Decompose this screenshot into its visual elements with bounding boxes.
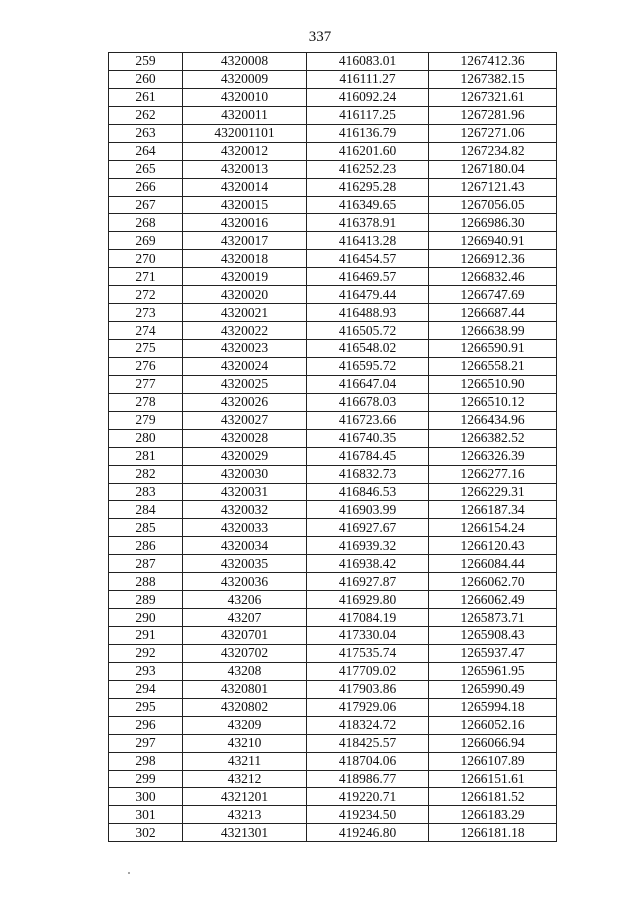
y-coordinate-cell: 1266066.94 <box>429 734 557 752</box>
row-index-cell: 291 <box>109 627 183 645</box>
row-index-cell: 279 <box>109 411 183 429</box>
point-id-cell: 4320010 <box>183 88 307 106</box>
x-coordinate-cell: 416083.01 <box>307 53 429 71</box>
y-coordinate-cell: 1266229.31 <box>429 483 557 501</box>
y-coordinate-cell: 1265937.47 <box>429 644 557 662</box>
x-coordinate-cell: 416903.99 <box>307 501 429 519</box>
row-index-cell: 263 <box>109 124 183 142</box>
point-id-cell: 43211 <box>183 752 307 770</box>
row-index-cell: 261 <box>109 88 183 106</box>
row-index-cell: 262 <box>109 106 183 124</box>
row-index-cell: 283 <box>109 483 183 501</box>
y-coordinate-cell: 1266062.70 <box>429 573 557 591</box>
y-coordinate-cell: 1266183.29 <box>429 806 557 824</box>
point-id-cell: 4320025 <box>183 375 307 393</box>
y-coordinate-cell: 1267234.82 <box>429 142 557 160</box>
point-id-cell: 4320026 <box>183 393 307 411</box>
x-coordinate-cell: 416488.93 <box>307 304 429 322</box>
row-index-cell: 260 <box>109 70 183 88</box>
row-index-cell: 299 <box>109 770 183 788</box>
x-coordinate-cell: 416740.35 <box>307 429 429 447</box>
x-coordinate-cell: 416927.87 <box>307 573 429 591</box>
table-row <box>109 196 557 214</box>
point-id-cell: 4320031 <box>183 483 307 501</box>
y-coordinate-cell: 1267281.96 <box>429 106 557 124</box>
y-coordinate-cell: 1266187.34 <box>429 501 557 519</box>
x-coordinate-cell: 416201.60 <box>307 142 429 160</box>
table-row <box>109 375 557 393</box>
point-id-cell: 4320023 <box>183 340 307 358</box>
point-id-cell: 43210 <box>183 734 307 752</box>
table-row <box>109 609 557 627</box>
y-coordinate-cell: 1266382.52 <box>429 429 557 447</box>
table-row <box>109 644 557 662</box>
point-id-cell: 4320022 <box>183 322 307 340</box>
y-coordinate-cell: 1266277.16 <box>429 465 557 483</box>
point-id-cell: 43206 <box>183 591 307 609</box>
x-coordinate-cell: 416469.57 <box>307 268 429 286</box>
table-row <box>109 232 557 250</box>
point-id-cell: 4320019 <box>183 268 307 286</box>
row-index-cell: 302 <box>109 824 183 842</box>
table-row <box>109 465 557 483</box>
point-id-cell: 4320014 <box>183 178 307 196</box>
point-id-cell: 4320009 <box>183 70 307 88</box>
table-row <box>109 214 557 232</box>
coordinates-table-body <box>109 53 557 842</box>
x-coordinate-cell: 417535.74 <box>307 644 429 662</box>
point-id-cell: 43213 <box>183 806 307 824</box>
x-coordinate-cell: 418324.72 <box>307 716 429 734</box>
x-coordinate-cell: 416548.02 <box>307 340 429 358</box>
table-row <box>109 340 557 358</box>
y-coordinate-cell: 1265908.43 <box>429 627 557 645</box>
table-row <box>109 788 557 806</box>
y-coordinate-cell: 1267412.36 <box>429 53 557 71</box>
row-index-cell: 281 <box>109 447 183 465</box>
x-coordinate-cell: 416939.32 <box>307 537 429 555</box>
x-coordinate-cell: 416252.23 <box>307 160 429 178</box>
table-row <box>109 160 557 178</box>
y-coordinate-cell: 1266181.52 <box>429 788 557 806</box>
point-id-cell: 4320013 <box>183 160 307 178</box>
x-coordinate-cell: 416938.42 <box>307 555 429 573</box>
table-row <box>109 591 557 609</box>
point-id-cell: 4320034 <box>183 537 307 555</box>
x-coordinate-cell: 418986.77 <box>307 770 429 788</box>
point-id-cell: 43207 <box>183 609 307 627</box>
table-row <box>109 106 557 124</box>
row-index-cell: 266 <box>109 178 183 196</box>
y-coordinate-cell: 1266510.90 <box>429 375 557 393</box>
x-coordinate-cell: 416929.80 <box>307 591 429 609</box>
table-row <box>109 716 557 734</box>
table-row <box>109 662 557 680</box>
point-id-cell: 4320033 <box>183 519 307 537</box>
x-coordinate-cell: 416295.28 <box>307 178 429 196</box>
table-row <box>109 734 557 752</box>
table-row <box>109 483 557 501</box>
point-id-cell: 4320702 <box>183 644 307 662</box>
table-row <box>109 411 557 429</box>
table-row <box>109 627 557 645</box>
x-coordinate-cell: 416784.45 <box>307 447 429 465</box>
point-id-cell: 4320016 <box>183 214 307 232</box>
x-coordinate-cell: 416723.66 <box>307 411 429 429</box>
y-coordinate-cell: 1266120.43 <box>429 537 557 555</box>
x-coordinate-cell: 416479.44 <box>307 286 429 304</box>
row-index-cell: 301 <box>109 806 183 824</box>
y-coordinate-cell: 1266084.44 <box>429 555 557 573</box>
point-id-cell: 4320020 <box>183 286 307 304</box>
x-coordinate-cell: 417330.04 <box>307 627 429 645</box>
row-index-cell: 294 <box>109 680 183 698</box>
x-coordinate-cell: 416846.53 <box>307 483 429 501</box>
y-coordinate-cell: 1267382.15 <box>429 70 557 88</box>
row-index-cell: 271 <box>109 268 183 286</box>
row-index-cell: 293 <box>109 662 183 680</box>
y-coordinate-cell: 1266062.49 <box>429 591 557 609</box>
y-coordinate-cell: 1265961.95 <box>429 662 557 680</box>
table-row <box>109 142 557 160</box>
x-coordinate-cell: 419246.80 <box>307 824 429 842</box>
table-row <box>109 824 557 842</box>
table-row <box>109 429 557 447</box>
row-index-cell: 285 <box>109 519 183 537</box>
table-row <box>109 680 557 698</box>
point-id-cell: 4320035 <box>183 555 307 573</box>
table-row <box>109 268 557 286</box>
y-coordinate-cell: 1267180.04 <box>429 160 557 178</box>
row-index-cell: 292 <box>109 644 183 662</box>
point-id-cell: 43209 <box>183 716 307 734</box>
row-index-cell: 264 <box>109 142 183 160</box>
row-index-cell: 267 <box>109 196 183 214</box>
point-id-cell: 4320024 <box>183 357 307 375</box>
point-id-cell: 432001101 <box>183 124 307 142</box>
row-index-cell: 298 <box>109 752 183 770</box>
y-coordinate-cell: 1266052.16 <box>429 716 557 734</box>
table-row <box>109 88 557 106</box>
x-coordinate-cell: 416111.27 <box>307 70 429 88</box>
table-row <box>109 393 557 411</box>
x-coordinate-cell: 416595.72 <box>307 357 429 375</box>
table-row <box>109 752 557 770</box>
y-coordinate-cell: 1265994.18 <box>429 698 557 716</box>
table-row <box>109 519 557 537</box>
point-id-cell: 4320008 <box>183 53 307 71</box>
table-row <box>109 573 557 591</box>
y-coordinate-cell: 1267121.43 <box>429 178 557 196</box>
x-coordinate-cell: 419220.71 <box>307 788 429 806</box>
x-coordinate-cell: 418425.57 <box>307 734 429 752</box>
y-coordinate-cell: 1267271.06 <box>429 124 557 142</box>
point-id-cell: 4320036 <box>183 573 307 591</box>
table-row <box>109 250 557 268</box>
row-index-cell: 290 <box>109 609 183 627</box>
y-coordinate-cell: 1265990.49 <box>429 680 557 698</box>
x-coordinate-cell: 419234.50 <box>307 806 429 824</box>
y-coordinate-cell: 1266154.24 <box>429 519 557 537</box>
x-coordinate-cell: 416505.72 <box>307 322 429 340</box>
x-coordinate-cell: 417709.02 <box>307 662 429 680</box>
row-index-cell: 265 <box>109 160 183 178</box>
row-index-cell: 296 <box>109 716 183 734</box>
table-row <box>109 537 557 555</box>
point-id-cell: 4320017 <box>183 232 307 250</box>
y-coordinate-cell: 1265873.71 <box>429 609 557 627</box>
row-index-cell: 274 <box>109 322 183 340</box>
x-coordinate-cell: 416647.04 <box>307 375 429 393</box>
row-index-cell: 275 <box>109 340 183 358</box>
table-row <box>109 555 557 573</box>
y-coordinate-cell: 1266107.89 <box>429 752 557 770</box>
table-row <box>109 357 557 375</box>
y-coordinate-cell: 1266832.46 <box>429 268 557 286</box>
x-coordinate-cell: 416092.24 <box>307 88 429 106</box>
point-id-cell: 4320029 <box>183 447 307 465</box>
table-row <box>109 304 557 322</box>
point-id-cell: 4321301 <box>183 824 307 842</box>
point-id-cell: 4320801 <box>183 680 307 698</box>
point-id-cell: 4320028 <box>183 429 307 447</box>
row-index-cell: 282 <box>109 465 183 483</box>
row-index-cell: 300 <box>109 788 183 806</box>
x-coordinate-cell: 416927.67 <box>307 519 429 537</box>
y-coordinate-cell: 1266434.96 <box>429 411 557 429</box>
row-index-cell: 289 <box>109 591 183 609</box>
y-coordinate-cell: 1266510.12 <box>429 393 557 411</box>
point-id-cell: 4320021 <box>183 304 307 322</box>
y-coordinate-cell: 1266151.61 <box>429 770 557 788</box>
row-index-cell: 287 <box>109 555 183 573</box>
x-coordinate-cell: 416454.57 <box>307 250 429 268</box>
point-id-cell: 4320802 <box>183 698 307 716</box>
x-coordinate-cell: 416378.91 <box>307 214 429 232</box>
point-id-cell: 4320027 <box>183 411 307 429</box>
point-id-cell: 43212 <box>183 770 307 788</box>
y-coordinate-cell: 1266747.69 <box>429 286 557 304</box>
table-row <box>109 501 557 519</box>
row-index-cell: 286 <box>109 537 183 555</box>
table-row <box>109 447 557 465</box>
x-coordinate-cell: 417084.19 <box>307 609 429 627</box>
point-id-cell: 4320701 <box>183 627 307 645</box>
row-index-cell: 268 <box>109 214 183 232</box>
point-id-cell: 43208 <box>183 662 307 680</box>
row-index-cell: 272 <box>109 286 183 304</box>
table-row <box>109 70 557 88</box>
row-index-cell: 269 <box>109 232 183 250</box>
row-index-cell: 297 <box>109 734 183 752</box>
row-index-cell: 277 <box>109 375 183 393</box>
x-coordinate-cell: 416678.03 <box>307 393 429 411</box>
scan-speck <box>128 872 130 874</box>
row-index-cell: 259 <box>109 53 183 71</box>
row-index-cell: 276 <box>109 357 183 375</box>
point-id-cell: 4320012 <box>183 142 307 160</box>
y-coordinate-cell: 1267056.05 <box>429 196 557 214</box>
x-coordinate-cell: 417929.06 <box>307 698 429 716</box>
y-coordinate-cell: 1266181.18 <box>429 824 557 842</box>
row-index-cell: 270 <box>109 250 183 268</box>
row-index-cell: 288 <box>109 573 183 591</box>
x-coordinate-cell: 417903.86 <box>307 680 429 698</box>
row-index-cell: 280 <box>109 429 183 447</box>
point-id-cell: 4321201 <box>183 788 307 806</box>
table-row <box>109 806 557 824</box>
row-index-cell: 284 <box>109 501 183 519</box>
page-number: 337 <box>308 29 332 45</box>
x-coordinate-cell: 416413.28 <box>307 232 429 250</box>
table-row <box>109 124 557 142</box>
x-coordinate-cell: 418704.06 <box>307 752 429 770</box>
point-id-cell: 4320015 <box>183 196 307 214</box>
point-id-cell: 4320018 <box>183 250 307 268</box>
x-coordinate-cell: 416832.73 <box>307 465 429 483</box>
row-index-cell: 273 <box>109 304 183 322</box>
y-coordinate-cell: 1266638.99 <box>429 322 557 340</box>
y-coordinate-cell: 1266326.39 <box>429 447 557 465</box>
y-coordinate-cell: 1267321.61 <box>429 88 557 106</box>
row-index-cell: 278 <box>109 393 183 411</box>
point-id-cell: 4320032 <box>183 501 307 519</box>
table-row <box>109 286 557 304</box>
y-coordinate-cell: 1266687.44 <box>429 304 557 322</box>
y-coordinate-cell: 1266590.91 <box>429 340 557 358</box>
y-coordinate-cell: 1266558.21 <box>429 357 557 375</box>
y-coordinate-cell: 1266940.91 <box>429 232 557 250</box>
table-row <box>109 770 557 788</box>
x-coordinate-cell: 416349.65 <box>307 196 429 214</box>
coordinates-table <box>108 52 557 842</box>
table-row <box>109 53 557 71</box>
point-id-cell: 4320011 <box>183 106 307 124</box>
table-row <box>109 698 557 716</box>
table-row <box>109 322 557 340</box>
table-row <box>109 178 557 196</box>
y-coordinate-cell: 1266986.30 <box>429 214 557 232</box>
row-index-cell: 295 <box>109 698 183 716</box>
y-coordinate-cell: 1266912.36 <box>429 250 557 268</box>
x-coordinate-cell: 416117.25 <box>307 106 429 124</box>
point-id-cell: 4320030 <box>183 465 307 483</box>
x-coordinate-cell: 416136.79 <box>307 124 429 142</box>
